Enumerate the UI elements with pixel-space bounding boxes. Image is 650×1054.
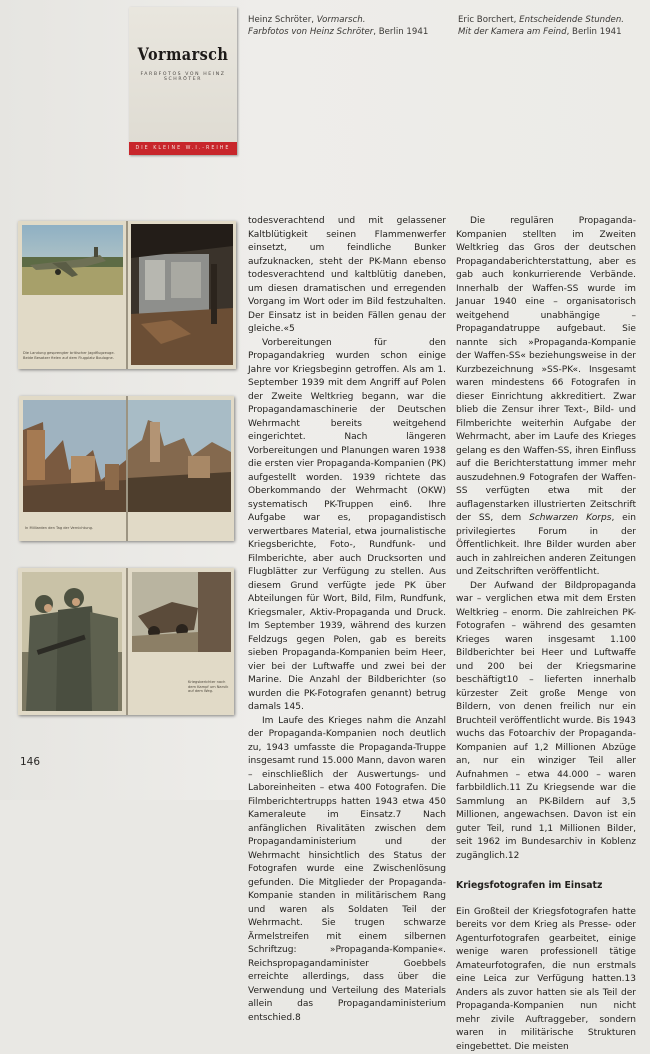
open-book-photo-3 <box>18 568 234 715</box>
section-heading: Kriegsfotografen im Einsatz <box>456 879 636 893</box>
book1-caption: Die Landung gesprengter britischer Jagdflugzeuge. Beide Besatzer fielen auf dem Flugplatz Boulogne. <box>23 351 121 360</box>
paragraph: Vorbereitungen für den Propagandakrieg wurden schon einige Jahre vor Kriegsbeginn getroffen. Als am 1. September 1939 mit dem Angriff auf Polen der Zweite Weltkrieg begann, war die Propagandamaschinerie der Deutschen Wehrmacht bereits weitgehend eingerichtet. Nach längeren Vorbereitungen und Planungen waren 1938 die ersten vier Propaganda-Kompanien (PK) aufgestellt worden. 1939 richtete das Oberkommando der Wehrmacht (OKW) systematisch PK-Truppen ein6. Ihre Aufgabe war es, propagandistisch verwertbares Material, etwa journalistische Kriegsberichte, Foto-, Rundfunk- und Filmberichte, aber auch Drucksorten und Flugblätter zur Verfügung zu stellen. Aus diesem Grund verfügte jede PK über Abteilungen für Wort, Bild, Film, Rundfunk, Kriegsmaler, Aktiv-Propaganda und Druck. Im September 1939, während des kurzen Feldzugs gegen Polen, gab es bereits sieben Propaganda-Kompanien beim Heer, vier bei der Luftwaffe und zwei bei der Marine. Die Anzahl der Bildberichter (so wurden die PK-Fotografen genannt) betrug damals 145. <box>248 337 446 715</box>
text-column-2 <box>456 215 636 1054</box>
book2-caption: In Milliarden den Tag der Vernichtung. <box>25 526 123 531</box>
photo-destroyed-town-right <box>128 400 231 512</box>
book3-caption: Kriegsberichter nach dem Kampf um Narvik auf dem Weg. <box>188 680 232 694</box>
book-cover-vormarsch <box>129 7 237 155</box>
paragraph: Ein Großteil der Kriegsfotografen hatte bereits vor dem Krieg als Presse- oder Agenturfotografen gearbeitet, einige wenige waren professionell tätige Amateurfotografen, die nun erstmals eine Leica zur Verfügung hatten.13 Anders als zuvor hatten sie als Teil der Propaganda-Kompanien nun nicht mehr zivile Auftraggeber, sondern waren in militärische Strukturen eingebettet. Die meisten <box>456 906 636 1054</box>
paragraph: todesverachtend und mit gelassener Kaltblütigkeit seinen Flammenwerfer einsetzt, um feindliche Bunker aufzuknacken, steht der PK-Mann ebenso todesverachtend und kaltblütig daneben, um diesen dramatischen und erregenden Vorgang im Wort oder im Bild festzuhalten. Der Einsatz ist in beiden Fällen genau der gleiche.«5 <box>248 215 446 337</box>
photo-ruined-hangar <box>131 224 233 365</box>
paragraph: Im Laufe des Krieges nahm die Anzahl der Propaganda-Kompanien noch deutlich zu, 1943 umfasste die Propaganda-Truppe insgesamt rund 15.000 Mann, davon waren – einschließlich der Auswertungs- und Laboreinheiten – etwa 400 Fotografen. Die Filmberichtertrupps hatten 1943 etwa 450 Kameraleute im Einsatz.7 Nach anfänglichen Rivalitäten zwischen dem Propagandaministerium und der Wehrmacht hinsichtlich des Status der Fotografen wurde eine Zwischenlösung gefunden. Die Mitglieder der Propaganda-Kompanie standen in militärischem Rang und waren als Soldaten Teil der Wehrmacht. Sie trugen schwarze Ärmelstreifen mit einem silbernen Schriftzug: »Propaganda-Kompanie«. Reichspropagandaminister Goebbels erreichte allerdings, dass über die Verwendung und Verteilung des Materials allein das Propagandaministerium entschied.8 <box>248 715 446 1026</box>
cover-band: DIE KLEINE W.I.-REIHE <box>129 142 237 155</box>
caption-vormarsch: Heinz Schröter, Vormarsch. Farbfotos von Heinz Schröter, Berlin 1941 <box>248 15 428 38</box>
paragraph: Die regulären Propaganda-Kompanien stellten im Zweiten Weltkrieg das Gros der deutschen Propagandaberichterstattung, aber es gab auch konkurrierende Verbände. Innerhalb der Waffen-SS wurde im Januar 1940 eine – organisatorisch weitgehend unabhängige – Propagandatruppe aufgebaut. Sie nannte sich »Propaganda-Kompanie der Waffen-SS« beziehungsweise in der Kurzbezeichnung »SS-PK«. Insgesamt waren mindestens 66 Fotografen in dieser Einrichtung akkreditiert. Zwar blieb die Zensur ihrer Text-, Bild- und Filmberichte weiterhin Aufgabe der Wehrmacht, aber im Laufe des Krieges gelang es den Waffen-SS, ihren Einfluss auf die Berichterstattung immer mehr auszudehnen.9 Fotografen der Waffen-SS verfügten etwa mit der auflagenstarken illustrierten Zeitschrift der SS, dem Schwarzen Korps, ein privilegiertes Forum in der Öffentlichkeit. Ihre Bilder wurden aber auch in zahlreichen anderen Zeitungen und Zeitschriften veröffentlicht. <box>456 215 636 580</box>
photo-soldiers <box>22 572 122 711</box>
cover-subtitle: FARBFOTOS VON HEINZ SCHRÖTER <box>129 72 237 82</box>
paragraph: Der Aufwand der Bildpropaganda war – verglichen etwa mit dem Ersten Weltkrieg – enorm. Die zahlreichen PK-Fotografen – während des gesamten Krieges waren insgesamt 1.100 Bildberichter bei Heer und Luftwaffe und 200 bei der Kriegsmarine beschäftigt10 – lieferten innerhalb kürzester Zeit große Menge von Bildern, von denen freilich nur ein Bruchteil veröffentlicht wurde. Bis 1943 wuchs das Fotoarchiv der Propaganda-Kompanien auf 1,2 Millionen Abzüge an, nur ein winziger Teil aller Aufnahmen – etwa 44.000 – waren farbbildlich.11 Zu Kriegsende war die Sammlung an PK-Bildern auf 3,5 Millionen, angewachsen. Davon ist ein guter Teil, rund 1,1 Millionen Bilder, seit 1962 im Bundesarchiv in Koblenz zugänglich.12 <box>456 580 636 864</box>
text-column-1 <box>248 215 446 1025</box>
photo-wrecked-vehicle <box>132 572 231 652</box>
open-book-photo-1 <box>18 221 236 369</box>
photo-destroyed-town-left <box>23 400 126 512</box>
caption-entscheidende-stunden: Eric Borchert, Entscheidende Stunden. Mit der Kamera am Feind, Berlin 1941 <box>458 15 624 38</box>
page-number: 146 <box>20 756 40 768</box>
open-book-photo-2 <box>19 396 234 541</box>
cover-title: Vormarsch <box>137 45 229 65</box>
photo-airplane <box>22 225 123 295</box>
